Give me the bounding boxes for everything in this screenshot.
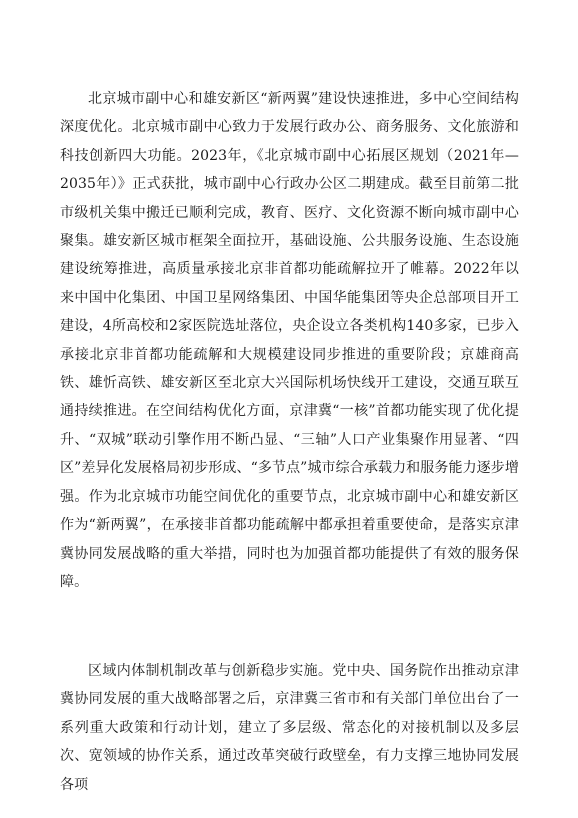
paragraph-institutional-reform [60, 657, 519, 799]
paragraph-text: 北京城市副中心和雄安新区“新两翼”建设快速推进，多中心空间结构深度优化。北京城市副中心致力于发展行政办公、商务服务、文化旅游和科技创新四大功能。2023年，《北京城市副中心拓展区规划（2021年—2035年）》正式获批，城市副中心行政办公区二期建成。截至目前第二批市级机关集中搬迁已顺利完成，教育、医疗、文化资源不断向城市副中心聚集。雄安新区城市框架全面拉开，基础设施、公共服务设施、生态设施建设统筹推进，高质量承接北京非首都功能疏解拉开了帷幕。2022年以来中国中化集团、中国卫星网络集团、中国华能集团等央企总部项目开工建设，4所高校和2家医院选址落位，央企设立各类机构140多家，已步入承接北京非首都功能疏解和大规模建设同步推进的重要阶段；京雄商高铁、雄忻高铁、雄安新区至北京大兴国际机场快线开工建设，交通互联互通持续推进。在空间结构优化方面，京津冀“一核”首都功能实现了优化提升、“双城”联动引擎作用不断凸显、“三轴”人口产业集聚作用显著、“四区”差异化发展格局初步形成、“多节点”城市综合承载力和服务能力逐步增强。作为北京城市功能空间优化的重要节点，北京城市副中心和雄安新区作为“新两翼”，在承接非首都功能疏解中都承担着重要使命，是落实京津冀协同发展战略的重大举措，同时也为加强首都功能提供了有效的服务保障。 [60, 91, 519, 590]
paragraph-new-two-wings [60, 85, 519, 596]
paragraph-text: 区域内体制机制改革与创新稳步实施。党中央、国务院作出推动京津冀协同发展的重大战略部署之后，京津冀三省市和有关部门单位出台了一系列重大政策和行动计划，建立了多层级、常态化的对接机制以及多层次、宽领域的协作关系，通过改革突破行政壁垒，有力支撑三地协同发展各项 [60, 663, 519, 793]
